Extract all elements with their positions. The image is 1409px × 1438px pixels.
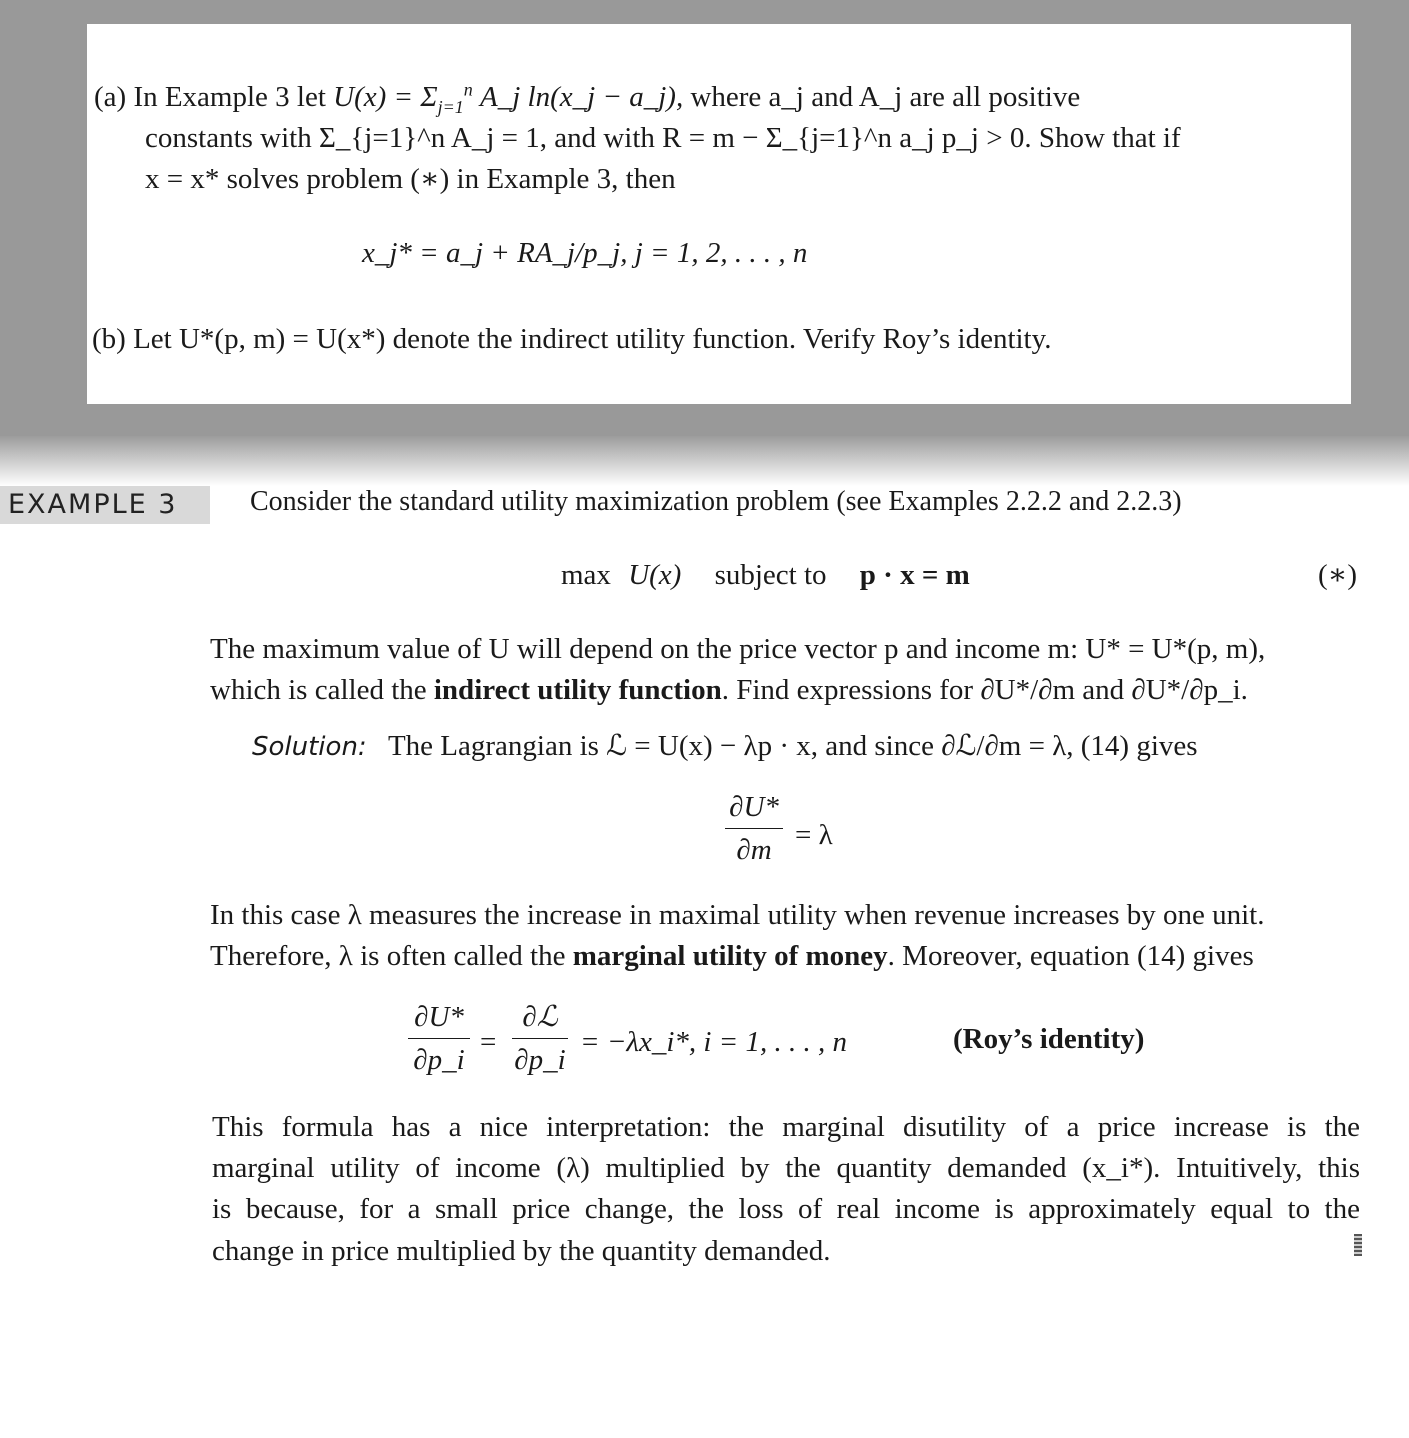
exercise-part-a-line3: x = x* solves problem (∗) in Example 3, then bbox=[145, 163, 676, 195]
eq2-frac1-bar bbox=[408, 1038, 470, 1039]
eq2-equals: = bbox=[480, 1026, 497, 1058]
exercise-part-a-formula: x_j* = a_j + RA_j/p_j, j = 1, 2, . . . , n bbox=[362, 237, 808, 269]
example-intro: Consider the standard utility maximization problem (see Examples 2.2.2 and 2.2.3) bbox=[250, 486, 1182, 517]
eq2-fraction1 bbox=[408, 1000, 470, 1077]
para1-line2-a: which is called the bbox=[210, 674, 427, 706]
part-a-utility-math: U(x) = Σ bbox=[333, 81, 438, 113]
eq2-rhs: = −λx_i*, i = 1, . . . , n bbox=[580, 1026, 848, 1058]
problem-max: max bbox=[561, 559, 611, 591]
example-label: EXAMPLE 3 bbox=[0, 486, 210, 524]
band-shadow bbox=[0, 436, 1409, 486]
indirect-utility-term: indirect utility function bbox=[433, 674, 722, 706]
problem-subject-to: subject to bbox=[714, 559, 827, 591]
part-a-intro: In Example 3 let bbox=[133, 81, 326, 113]
eq2-frac2-bar bbox=[512, 1038, 568, 1039]
eq1-fraction-bar bbox=[725, 828, 783, 829]
eq2-frac1-numerator: ∂U* bbox=[414, 1001, 464, 1033]
problem-tag: (∗) bbox=[1318, 559, 1358, 591]
problem-statement bbox=[561, 558, 970, 592]
exercise-box bbox=[87, 24, 1351, 404]
end-of-example-mark bbox=[1354, 1234, 1362, 1256]
para3-line3: is because, for a small price change, the loss of real income is approximately equal to the bbox=[212, 1193, 1360, 1225]
part-a-label: (a) bbox=[94, 81, 127, 113]
part-a-sum-upper: n bbox=[463, 79, 473, 100]
exercise-part-a-line2: constants with Σ_{j=1}^n A_j = 1, and with R = m − Σ_{j=1}^n a_j p_j > 0. Show that if bbox=[145, 122, 1181, 154]
solution-text: The Lagrangian is ℒ = U(x) − λp · x, and since ∂ℒ/∂m = λ, (14) gives bbox=[387, 730, 1198, 762]
part-a-sum-lower: j=1 bbox=[437, 96, 464, 117]
part-a-line1-rest: where a_j and A_j are all positive bbox=[690, 81, 1081, 113]
solution-line bbox=[252, 729, 1198, 764]
para1-line2 bbox=[210, 673, 1248, 707]
exercise-part-b bbox=[92, 322, 1051, 356]
eq1-denominator: ∂m bbox=[736, 834, 772, 866]
eq2-frac2-denominator: ∂p_i bbox=[514, 1044, 566, 1076]
eq1-fraction bbox=[725, 790, 783, 867]
part-b-label: (b) bbox=[92, 323, 126, 355]
eq1-numerator: ∂U* bbox=[729, 791, 779, 823]
para3-line2: marginal utility of income (λ) multiplied by the quantity demanded (x_i*). Intuitively, this bbox=[212, 1152, 1360, 1184]
roys-identity-tag: (Roy’s identity) bbox=[953, 1023, 1145, 1055]
para3-line1: This formula has a nice interpretation: the marginal disutility of a price increase is the bbox=[212, 1111, 1360, 1143]
eq2-fraction2 bbox=[512, 1000, 568, 1077]
marginal-utility-term: marginal utility of money bbox=[572, 940, 888, 972]
problem-constraint: p · x = m bbox=[859, 559, 970, 591]
eq1-rhs: = λ bbox=[795, 819, 833, 851]
para1-line1: The maximum value of U will depend on the price vector p and income m: U* = U*(p, m), bbox=[210, 633, 1266, 665]
para2-line2-b: . Moreover, equation (14) gives bbox=[887, 940, 1254, 972]
para1-line2-b: . Find expressions for ∂U*/∂m and ∂U*/∂p_i. bbox=[721, 674, 1248, 706]
part-b-text: Let U*(p, m) = U(x*) denote the indirect utility function. Verify Roy’s identity. bbox=[133, 323, 1052, 355]
para3-line4: change in price multiplied by the quantity demanded. bbox=[212, 1235, 831, 1267]
eq2-frac1-denominator: ∂p_i bbox=[413, 1044, 465, 1076]
part-a-utility-math2: A_j ln(x_j − a_j), bbox=[480, 81, 684, 113]
eq2-frac2-numerator: ∂ℒ bbox=[522, 1001, 558, 1033]
para2-line1: In this case λ measures the increase in maximal utility when revenue increases by one unit. bbox=[210, 899, 1265, 931]
para2-line2 bbox=[210, 939, 1254, 973]
para2-line2-a: Therefore, λ is often called the bbox=[210, 940, 566, 972]
solution-label: Solution: bbox=[252, 732, 367, 762]
problem-objective: U(x) bbox=[628, 559, 682, 591]
exercise-part-a-line1 bbox=[94, 79, 1081, 117]
